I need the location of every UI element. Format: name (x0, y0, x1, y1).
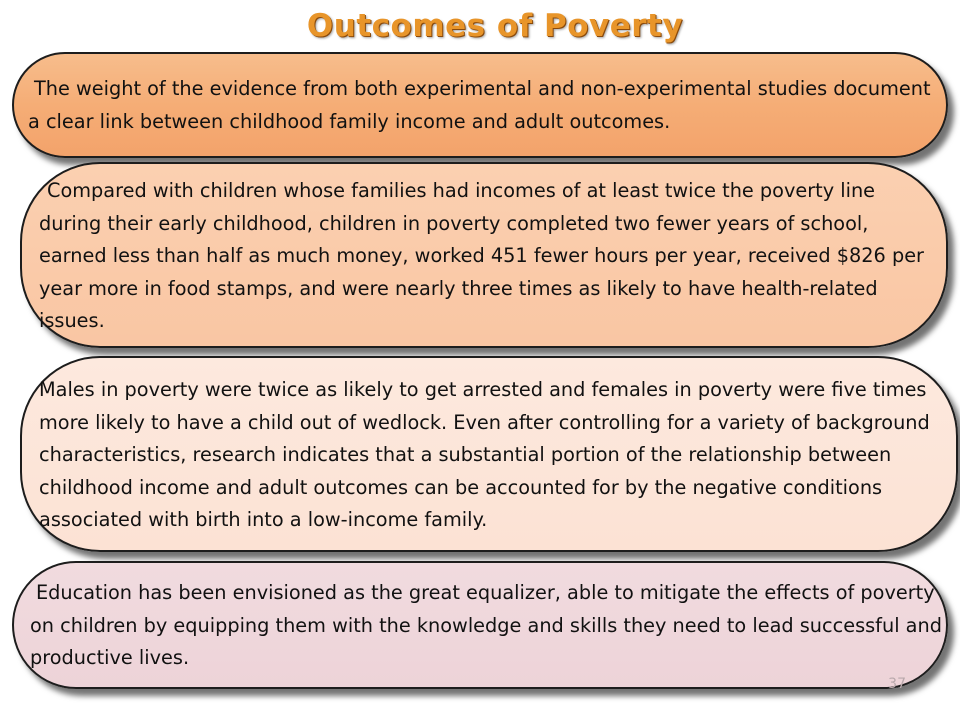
education-callout (12, 561, 948, 689)
slide-title: Outcomes of Poverty (306, 8, 684, 44)
page-number: 37 (888, 676, 906, 692)
comparison-text: Compared with children whose families had incomes of at least twice the poverty line during their early childhood, children in poverty completed two fewer years of school, earned less than half as much money, worked 451 fewer hours per year, received $826 per year more in food stamps, and were nearly three times as likely to have health-related issues. (39, 179, 924, 332)
gender-outcomes-text: Males in poverty were twice as likely to get arrested and females in poverty were five times more likely to have a child out of wedlock. Even after controlling for a variety of background characteristics, research indicates that a substantial portion of the relationship between childhood income and adult outcomes can be accounted for by the negative conditions associated with birth into a low-income family. (39, 378, 930, 531)
education-text: Education has been envisioned as the great equalizer, able to mitigate the effects of poverty on children by equipping them with the knowledge and skills they need to lead successful and productive lives. (30, 581, 942, 669)
comparison-callout (20, 162, 948, 348)
evidence-callout (12, 52, 948, 158)
gender-outcomes-callout (20, 356, 958, 552)
evidence-text: The weight of the evidence from both experimental and non-experimental studies document a clear link between childhood family income and adult outcomes. (28, 77, 931, 133)
